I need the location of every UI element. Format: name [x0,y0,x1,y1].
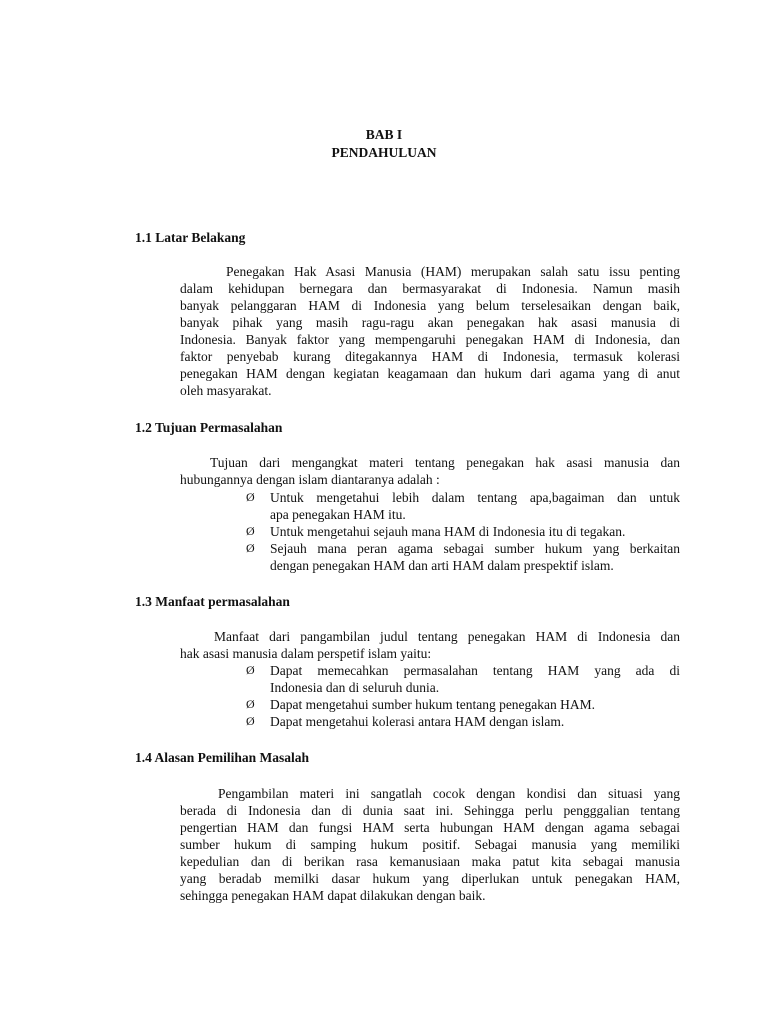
bullet-mark-icon: Ø [246,541,255,555]
paragraph-line: pengertian HAM dan fungsi HAM serta hubungan HAM dengan agama sebagai [180,820,680,835]
list-item-line: dengan penegakan HAM dan arti HAM dalam prespektif islam. [270,558,614,573]
paragraph-line: banyak pelanggaran HAM di Indonesia yang belum terselesaikan dengan baik, [180,298,680,313]
bullet-mark-icon: Ø [246,697,255,711]
section-heading-tujuan-permasalahan: 1.2 Tujuan Permasalahan [135,420,283,435]
bullet-mark-icon: Ø [246,714,255,728]
list-item [246,696,680,713]
paragraph-line: faktor penyebab kurang ditegakannya HAM di Indonesia, termasuk kolerasi [180,349,680,364]
list-item [246,662,680,696]
paragraph-line: hubungannya dengan islam diantaranya adalah : [180,472,440,487]
bullet-mark-icon: Ø [246,524,255,538]
paragraph-line: oleh masyarakat. [180,383,272,398]
list-item-line: Dapat mengetahui kolerasi antara HAM dengan islam. [270,714,565,729]
paragraph-line: banyak pihak yang masih ragu-ragu akan penegakan hak asasi manusia di [180,315,680,330]
section-heading-manfaat-permasalahan: 1.3 Manfaat permasalahan [135,594,290,609]
paragraph-line: penegakan HAM dengan kegiatan keagamaan dan hukum dari agama yang di anut [180,366,680,381]
paragraph-line: Manfaat dari pangambilan judul tentang penegakan HAM di Indonesia dan [214,629,680,644]
list-item-line: Sejauh mana peran agama sebagai sumber hukum yang berkaitan [270,541,680,556]
paragraph-line: sehingga penegakan HAM dapat dilakukan dengan baik. [180,888,486,903]
bullet-list-tujuan [246,489,680,574]
paragraph-line: sumber hukum di samping hukum positif. Sebagai manusia yang memiliki [180,837,680,852]
list-item [246,713,680,730]
section-heading-latar-belakang: 1.1 Latar Belakang [135,230,246,245]
section-paragraph-alasan-pemilihan-masalah [180,785,680,904]
list-item [246,523,680,540]
paragraph-line: Pengambilan materi ini sangatlah cocok dengan kondisi dan situasi yang [218,786,680,801]
paragraph-line: berada di Indonesia dan di dunia saat ini. Sehingga perlu pengggalian tentang [180,803,680,818]
section-paragraph-latar-belakang [180,263,680,399]
bullet-list-manfaat [246,662,680,730]
chapter-number: BAB I [365,127,403,142]
list-item-line: apa penegakan HAM itu. [270,507,406,522]
list-item-line: Dapat mengetahui sumber hukum tentang penegakan HAM. [270,697,596,712]
list-item-line: Untuk mengetahui sejauh mana HAM di Indonesia itu di tegakan. [270,524,626,539]
list-item-line: Untuk mengetahui lebih dalam tentang apa,bagaiman dan untuk [270,490,680,505]
paragraph-line: Penegakan Hak Asasi Manusia (HAM) merupakan salah satu issu penting [226,264,680,279]
paragraph-line: hak asasi manusia dalam perspetif islam yaitu: [180,646,432,661]
paragraph-line: yang beradab memilki dasar hukum yang diperlukan untuk penegakan HAM, [180,871,680,886]
bullet-mark-icon: Ø [246,663,255,677]
list-item-line: Dapat memecahkan permasalahan tentang HAM yang ada di [270,663,680,678]
paragraph-line: dalam kehidupan bernegara dan bermasyarakat di Indonesia. Namun masih [180,281,680,296]
section-heading-alasan-pemilihan-masalah: 1.4 Alasan Pemilihan Masalah [135,750,310,765]
list-item [246,540,680,574]
bullet-mark-icon: Ø [246,490,255,504]
list-item-line: Indonesia dan di seluruh dunia. [270,680,440,695]
section-paragraph-tujuan-permasalahan [180,454,680,488]
chapter-title: PENDAHULUAN [331,145,437,160]
section-paragraph-manfaat-permasalahan [180,628,680,662]
paragraph-line: Indonesia. Banyak faktor yang mempengaruhi penegakan HAM di Indonesia, dan [180,332,680,347]
paragraph-line: kepedulian dan di berikan rasa kemanusiaan maka patut kita sebagai manusia [180,854,680,869]
paragraph-line: Tujuan dari mengangkat materi tentang penegakan hak asasi manusia dan [210,455,680,470]
list-item [246,489,680,523]
